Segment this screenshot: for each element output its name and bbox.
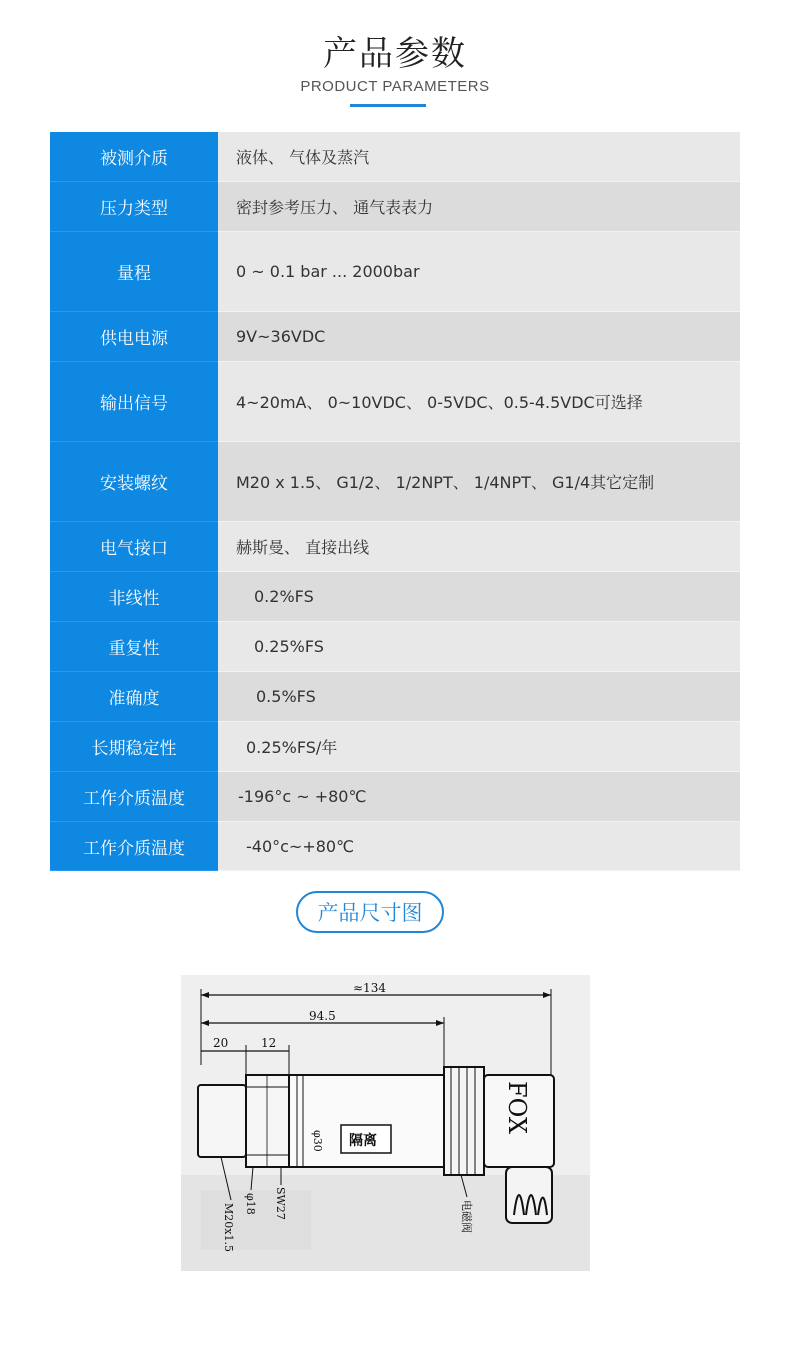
brand-label: FOX xyxy=(503,1081,531,1134)
param-value: 密封参考压力、 通气表表力 xyxy=(218,182,740,232)
param-value: -196°c ~ +80℃ xyxy=(218,772,740,822)
connector-note-label: 电磁阀 xyxy=(460,1200,473,1233)
param-value: 4~20mA、 0~10VDC、 0-5VDC、0.5-4.5VDC可选择 xyxy=(218,362,740,442)
page-subtitle: PRODUCT PARAMETERS xyxy=(300,78,490,95)
param-label: 安装螺纹 xyxy=(50,442,218,522)
diameter-label: φ30 xyxy=(311,1130,324,1152)
param-label: 输出信号 xyxy=(50,362,218,442)
hex-length-label: 12 xyxy=(261,1036,277,1050)
param-row xyxy=(50,672,740,722)
title-underline xyxy=(350,104,426,107)
thread-spec-label: M20x1.5 xyxy=(222,1203,235,1252)
param-row xyxy=(50,182,740,232)
dimensions-badge: 产品尺寸图 xyxy=(296,891,444,933)
thread-length-label: 20 xyxy=(213,1036,229,1050)
param-row xyxy=(50,722,740,772)
param-label: 工作介质温度 xyxy=(50,772,218,822)
param-row xyxy=(50,522,740,572)
body-length-label: 94.5 xyxy=(309,1009,336,1023)
param-row xyxy=(50,362,740,442)
param-value: 0.5%FS xyxy=(218,672,740,722)
param-row xyxy=(50,822,740,871)
param-value: 0.2%FS xyxy=(218,572,740,622)
param-row xyxy=(50,622,740,672)
param-label: 非线性 xyxy=(50,572,218,622)
wrench-size-label: SW27 xyxy=(274,1187,287,1220)
page-title: 产品参数 xyxy=(323,34,467,74)
param-row xyxy=(50,772,740,822)
param-value: 9V~36VDC xyxy=(218,312,740,362)
param-row xyxy=(50,572,740,622)
param-label: 重复性 xyxy=(50,622,218,672)
param-label: 工作介质温度 xyxy=(50,822,218,871)
param-label: 电气接口 xyxy=(50,522,218,572)
param-value: 0.25%FS/年 xyxy=(218,722,740,772)
param-value: 赫斯曼、 直接出线 xyxy=(218,522,740,572)
param-label: 被测介质 xyxy=(50,132,218,182)
param-label: 长期稳定性 xyxy=(50,722,218,772)
param-label: 量程 xyxy=(50,232,218,312)
param-value: M20 x 1.5、 G1/2、 1/2NPT、 1/4NPT、 G1/4其它定制 xyxy=(218,442,740,522)
param-row xyxy=(50,312,740,362)
param-value: -40°c~+80℃ xyxy=(218,822,740,871)
param-value: 液体、 气体及蒸汽 xyxy=(218,132,740,182)
parameters-table xyxy=(50,132,740,871)
dimension-drawing xyxy=(181,975,590,1271)
param-label: 供电电源 xyxy=(50,312,218,362)
param-row xyxy=(50,132,740,182)
param-row xyxy=(50,232,740,312)
param-label: 压力类型 xyxy=(50,182,218,232)
param-row xyxy=(50,442,740,522)
param-label: 准确度 xyxy=(50,672,218,722)
param-value: 0.25%FS xyxy=(218,622,740,672)
label-plate-text: 隔离 xyxy=(349,1133,377,1149)
inner-diameter-label: φ18 xyxy=(244,1193,257,1215)
param-value: 0 ~ 0.1 bar ... 2000bar xyxy=(218,232,740,312)
overall-length-label: ≈134 xyxy=(353,981,386,995)
